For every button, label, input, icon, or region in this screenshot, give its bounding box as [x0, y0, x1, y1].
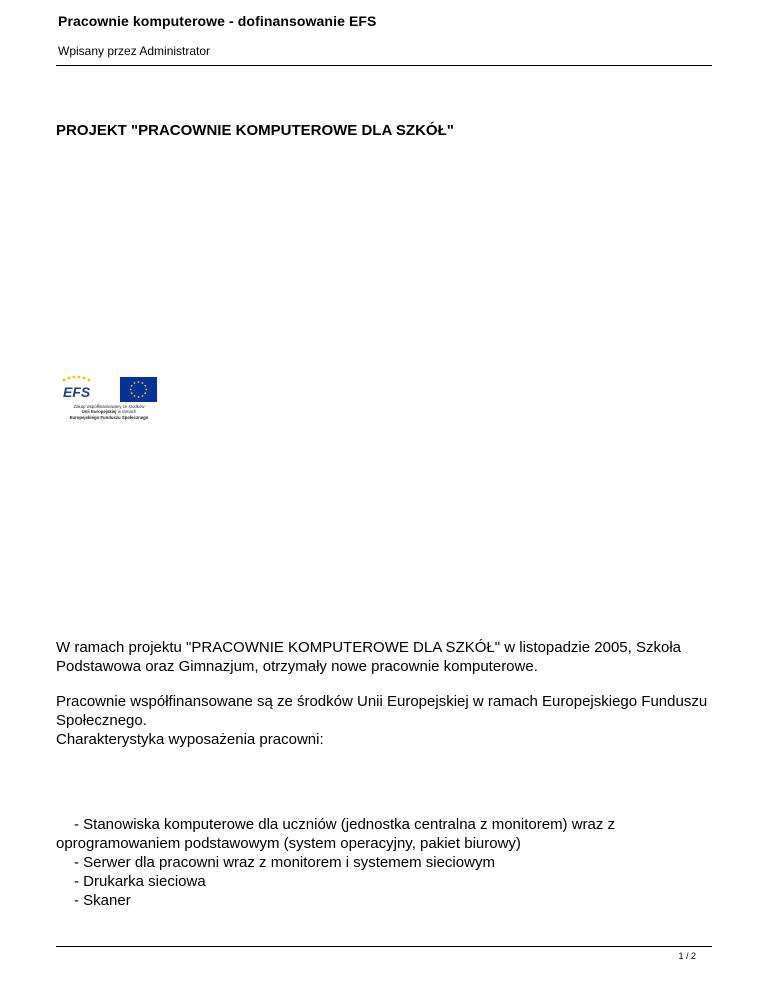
eu-flag-icon [120, 377, 157, 402]
equipment-list [56, 815, 716, 910]
funding-paragraph [56, 692, 716, 749]
header-divider [56, 65, 712, 66]
list-item: - Stanowiska komputerowe dla uczniów (jednostka centralna z monitorem) wraz z oprogramowaniem podstawowym (system operacyjny, pakiet biurowy) [56, 816, 616, 852]
page-header-title: Pracownie komputerowe - dofinansowanie EFS [58, 13, 377, 29]
list-item: - Skaner [74, 892, 131, 909]
efs-stars-icon [63, 376, 91, 382]
footer-divider [56, 946, 712, 947]
equipment-intro: Charakterystyka wyposażenia pracowni: [56, 731, 324, 748]
page-number: 1 / 2 [678, 951, 696, 961]
author-line: Wpisany przez Administrator [58, 44, 211, 58]
efs-logo-graphic [56, 372, 162, 404]
document-heading: PROJEKT "PRACOWNIE KOMPUTEROWE DLA SZKÓŁ" [56, 122, 454, 139]
intro-paragraph: W ramach projektu "PRACOWNIE KOMPUTEROWE DLA SZKÓŁ" w listopadzie 2005, Szkoła Podstawowa oraz Gimnazjum, otrzymały nowe pracownie komputerowe. [56, 639, 682, 675]
efs-eu-logo [56, 372, 162, 426]
list-item: - Serwer dla pracowni wraz z monitorem i systemem sieciowym [74, 854, 495, 871]
funding-text: Pracownie współfinansowane są ze środków Unii Europejskiej w ramach Europejskiego Funduszu Społecznego. [56, 693, 708, 729]
logo-caption: Zakup współfinansowany ze środków Unii Europejskiej w ramach Europejskiego Funduszu Społecznego [69, 404, 149, 420]
list-item: - Drukarka sieciowa [74, 873, 206, 890]
efs-text: EFS [63, 384, 91, 400]
